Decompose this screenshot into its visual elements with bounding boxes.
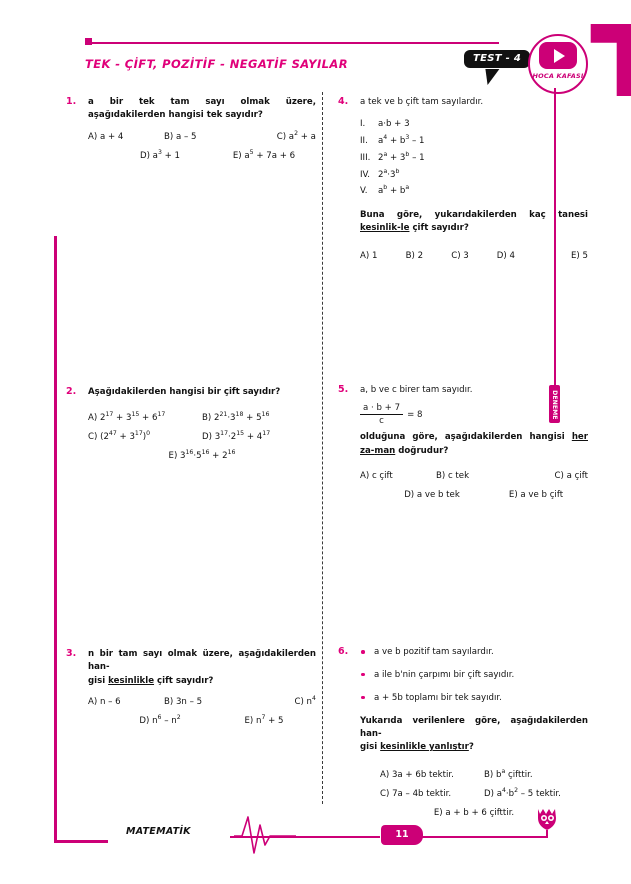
question-1-options [88,129,316,161]
roman-item-2: II. $a^4 + b^3 - 1$ [360,133,588,150]
question-3-number: 3. [66,648,77,659]
question-6-emphasis: kesinlikle yanlıştır [380,742,469,753]
footer-line-right [420,836,548,838]
question-6 [338,646,588,827]
fraction-numerator: a · b + 7 [360,403,403,415]
question-3-stem-line2-post: çift sayıdır? [154,675,214,686]
option-3-b[interactable]: B) 3n – 5 [163,696,203,707]
roman-item-4: IV. $2^a\cdot 3^b$ [360,167,588,184]
question-6-number: 6. [338,646,349,657]
question-4-emphasis-a: kesinlik- [360,223,401,234]
option-5-a[interactable]: A) c çift [360,470,393,481]
test-badge-tail-icon [483,69,500,85]
option-1-b[interactable]: B) a – 5 [163,131,197,142]
question-2-number: 2. [66,386,77,397]
roman-item-5: V. $a^b + b^a$ [360,183,588,200]
question-3-options [88,697,316,726]
question-4-stem: a tek ve b çift tam sayılardır. [360,97,484,107]
question-6-prompt-post: ? [468,742,474,753]
option-4-d[interactable]: D) 4 [496,250,515,261]
left-vertical-rule [54,236,57,843]
option-2-c[interactable]: C) $(2^{47} + 3^{17})^0$ [88,430,151,443]
roman-label-2: II. [360,136,368,147]
question-6-bullet-list [360,646,588,705]
left-rule-foot [54,840,108,843]
question-4-prompt-post: çift sayıdır? [409,223,469,234]
question-5-options [360,471,588,500]
option-4-e[interactable]: E) 5 [570,250,588,261]
bullet-item-3: a + 5b toplamı bir tek sayıdır. [360,692,588,705]
question-2-options [88,413,316,461]
roman-item-3: III. $2^a + 3^b - 1$ [360,150,588,167]
page-title: TEK - ÇİFT, POZİTİF - NEGATİF SAYILAR [85,57,348,71]
question-4-prompt [360,209,588,236]
option-2-b[interactable]: B) $2^{21}\cdot 3^{18} + 5^{16}$ [202,411,270,424]
option-1-e[interactable]: E) $a^5 + 7a + 6$ [232,148,296,161]
question-1-number: 1. [66,96,77,107]
question-3-stem [88,648,316,688]
option-6-e[interactable]: E) a + b + 6 çifttir. [433,807,515,818]
page-number-badge: 11 [381,825,423,845]
question-3-stem-line1: n bir tam sayı olmak üzere, aşağıdakilerden han- [88,649,316,673]
question-4-emphasis-b: le [400,223,410,234]
roman-item-1: I. a·b + 3 [360,116,588,133]
option-6-a[interactable]: A) 3a + 6b tektir. [380,769,454,780]
option-1-d[interactable]: D) $a^3 + 1$ [139,148,181,161]
question-4-options [360,251,588,261]
question-5-prompt [360,431,588,458]
question-6-prompt [360,715,588,755]
column-divider [322,92,323,804]
option-3-e[interactable]: E) $n^7 + 5$ [244,714,284,726]
question-6-prompt-line1: Yukarıda verilenlere göre, aşağıdakilerden han- [360,715,588,739]
roman-label-3: III. [360,152,371,163]
question-4 [338,96,588,270]
hoca-kafasi-logo[interactable] [528,34,588,94]
question-3-emphasis: kesinlikle [108,675,155,686]
option-4-a[interactable]: A) 1 [360,250,378,261]
option-2-e[interactable]: E) $3^{16}\cdot 5^{16} + 2^{16}$ [168,449,236,462]
option-5-d[interactable]: D) a ve b tek [404,489,460,500]
question-1 [66,96,316,170]
owl-mascot-icon [534,806,560,838]
question-5-emphasis-a: her za- [360,432,588,456]
question-5-emphasis-b: man [374,445,396,456]
option-1-a[interactable]: A) a + 4 [88,131,124,142]
logo-label: HOCA KAFASI [532,72,584,80]
option-3-a[interactable]: A) n – 6 [88,696,121,707]
question-4-roman-list [360,116,588,200]
top-rule-dot-icon [85,38,92,45]
question-2 [66,386,316,470]
option-5-b[interactable]: B) c tek [435,470,470,481]
question-6-prompt-pre: gisi [360,742,381,753]
option-3-c[interactable]: C) $n^4$ [294,695,316,707]
heartbeat-pulse-icon [234,812,296,858]
question-1-stem: a bir tek tam sayı olmak üzere, aşağıdakilerden hangisi tek sayıdır? [88,97,316,121]
side-bookmark-label: DENEME [551,390,558,420]
top-horizontal-rule [91,42,499,44]
question-5-prompt-post: doğrudur? [395,445,449,456]
question-5-equation [360,403,588,426]
question-4-prompt-pre: Buna göre, yukarıdakilerden kaç tanesi [360,210,588,221]
option-5-c[interactable]: C) a çift [554,470,588,481]
bullet-item-1: a ve b pozitif tam sayılardır. [360,646,588,659]
roman-label-4: IV. [360,169,371,180]
fraction-denominator: c [379,416,384,427]
option-3-d[interactable]: D) $n^6 - n^2$ [139,714,181,726]
question-5-number: 5. [338,384,349,395]
option-6-d[interactable]: D) $a^4\cdot b^2 - 5$ tektir. [484,786,561,799]
option-4-c[interactable]: C) 3 [451,250,469,261]
play-triangle-icon [554,49,565,63]
question-5 [338,384,588,509]
option-2-d[interactable]: D) $3^{17}\cdot 2^{15} + 4^{17}$ [202,430,271,443]
question-5-prompt-pre: olduğuna göre, aşağıdakilerden hangisi [360,432,572,443]
footer-subject-label: MATEMATİK [126,826,191,837]
question-2-stem: Aşağıdakilerden hangisi bir çift sayıdır? [88,387,281,397]
fraction-equals: = 8 [407,409,423,420]
option-6-c[interactable]: C) 7a – 4b tektir. [380,788,452,799]
question-3 [66,648,316,735]
question-4-number: 4. [338,96,349,107]
roman-label-5: V. [360,186,368,197]
fraction [360,403,403,426]
option-4-b[interactable]: B) 2 [405,250,424,261]
option-1-c[interactable]: C) $a^2 + a$ [276,129,316,142]
option-5-e[interactable]: E) a ve b çift [508,489,564,500]
option-6-b[interactable]: B) $b^a$ çifttir. [484,767,533,780]
question-5-stem: a, b ve c birer tam sayıdır. [360,385,473,395]
question-3-stem-line2-pre: gisi [88,675,109,686]
test-badge: TEST - 4 [464,50,530,68]
bullet-item-2: a ile b'nin çarpımı bir çift sayıdır. [360,669,588,682]
option-2-a[interactable]: A) $2^{17} + 3^{15} + 6^{17}$ [88,411,166,424]
roman-label-1: I. [360,119,366,130]
